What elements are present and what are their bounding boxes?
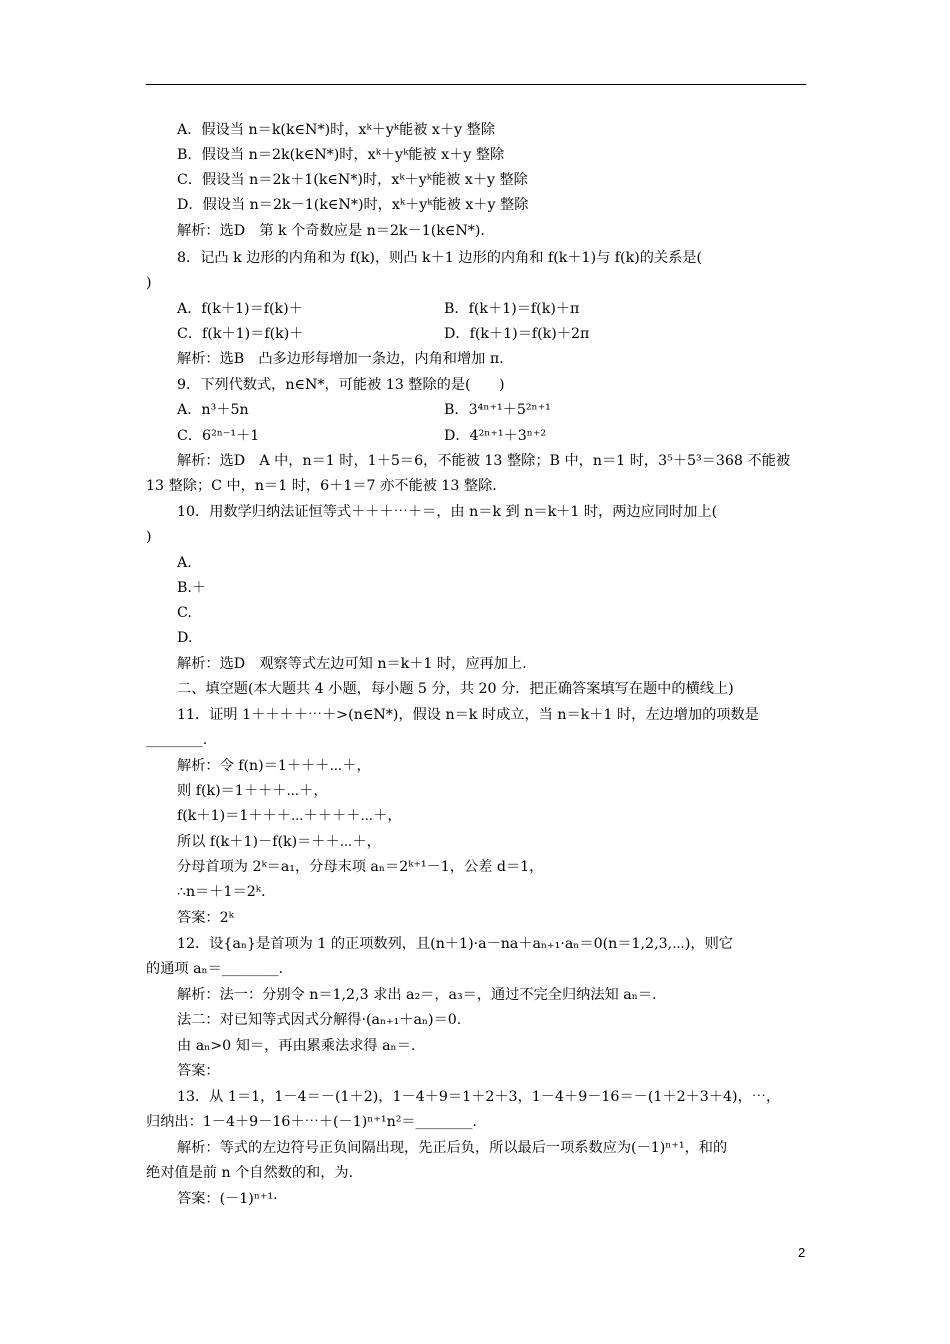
text-line: 答案：2ᵏ xyxy=(177,910,234,926)
text-line: 归纳出：1－4＋9－16＋⋯＋(－1)ⁿ⁺¹n²＝________. xyxy=(146,1114,477,1130)
text-line: 8．记凸 k 边形的内角和为 f(k)，则凸 k＋1 边形的内角和 f(k＋1)与 f(k)的关系是( xyxy=(177,250,703,266)
text-line: 解析：选D 观察等式左边可知 n＝k＋1 时，应再加上. xyxy=(177,656,527,672)
text-line: 则 f(k)＝1＋＋＋⋯＋， xyxy=(177,783,328,799)
text-line: D．4²ⁿ⁺¹＋3ⁿ⁺² xyxy=(444,428,547,444)
text-line: D. xyxy=(177,630,193,646)
text-line: 分母首项为 2ᵏ＝a₁，分母末项 aₙ＝2ᵏ⁺¹－1，公差 d＝1， xyxy=(177,859,544,875)
text-line: ________. xyxy=(146,732,208,748)
text-line: B.＋ xyxy=(177,580,207,596)
text-line: 二、填空题(本大题共 4 小题，每小题 5 分，共 20 分．把正确答案填写在题中的横线上) xyxy=(177,681,734,697)
text-line: B．假设当 n＝2k(k∈N*)时，xᵏ＋yᵏ能被 x＋y 整除 xyxy=(177,147,505,163)
text-line: 解析：选D 第 k 个奇数应是 n＝2k－1(k∈N*)． xyxy=(177,223,495,239)
text-line: 的通项 aₙ＝________. xyxy=(146,961,284,977)
text-line: 绝对值是前 n 个自然数的和，为. xyxy=(146,1165,354,1181)
text-line: f(k＋1)＝1＋＋＋⋯＋＋＋＋⋯＋， xyxy=(177,808,402,824)
text-line: 9．下列代数式，n∈N*，可能被 13 整除的是( ) xyxy=(177,377,505,393)
text-line: 12．设{aₙ}是首项为 1 的正项数列，且(n＋1)·a－na＋aₙ₊₁·aₙ＝0(n＝1,2,3,⋯)，则它 xyxy=(177,936,733,952)
text-line: 解析：等式的左边符号正负间隔出现，先正后负，所以最后一项系数应为(－1)ⁿ⁺¹，和的 xyxy=(177,1140,728,1156)
text-line: 所以 f(k＋1)－f(k)＝＋＋⋯＋， xyxy=(177,834,381,850)
text-line: 由 aₙ>0 知＝，再由累乘法求得 aₙ＝. xyxy=(177,1038,416,1054)
text-line: B．3⁴ⁿ⁺¹＋5²ⁿ⁺¹ xyxy=(444,402,551,418)
header-rule xyxy=(146,84,806,85)
text-line: 答案： xyxy=(177,1063,220,1079)
page-number: 2 xyxy=(798,1245,806,1260)
text-line: A．假设当 n＝k(k∈N*)时，xᵏ＋yᵏ能被 x＋y 整除 xyxy=(177,122,496,138)
text-line: A．n³＋5n xyxy=(177,402,249,418)
text-line: D．f(k＋1)＝f(k)＋2π xyxy=(444,326,590,342)
text-line: 10．用数学归纳法证恒等式＋＋＋⋯＋＝，由 n＝k 到 n＝k＋1 时，两边应同时加上( xyxy=(177,504,718,520)
text-line: C．假设当 n＝2k＋1(k∈N*)时，xᵏ＋yᵏ能被 x＋y 整除 xyxy=(177,172,528,188)
text-line: C．6²ⁿ⁻¹＋1 xyxy=(177,428,260,444)
text-line: A. xyxy=(177,555,192,571)
text-line: 解析：选B 凸多边形每增加一条边，内角和增加 π． xyxy=(177,351,514,367)
text-line: C. xyxy=(177,605,192,621)
text-line: 11．证明 1＋＋＋＋⋯＋>(n∈N*)，假设 n＝k 时成立，当 n＝k＋1 时，左边增加的项数是 xyxy=(177,707,759,723)
text-line: D．假设当 n＝2k－1(k∈N*)时，xᵏ＋yᵏ能被 x＋y 整除 xyxy=(177,197,529,213)
text-line: 解析：选D A 中，n＝1 时，1＋5＝6，不能被 13 整除；B 中，n＝1 时，3⁵＋5³＝368 不能被 xyxy=(177,453,791,469)
text-line: 解析：法一：分别令 n＝1,2,3 求出 a₂＝，a₃＝，通过不完全归纳法知 aₙ＝. xyxy=(177,987,657,1003)
text-line: 解析：令 f(n)＝1＋＋＋⋯＋， xyxy=(177,758,371,774)
text-line: ) xyxy=(146,275,152,291)
text-line: 答案：(－1)ⁿ⁺¹· xyxy=(177,1191,278,1207)
text-line: 13 整除；C 中，n＝1 时，6＋1＝7 亦不能被 13 整除． xyxy=(146,478,507,494)
text-line: C．f(k＋1)＝f(k)＋ xyxy=(177,326,304,342)
text-line: 13．从 1＝1，1－4＝－(1＋2)，1－4＋9＝1＋2＋3，1－4＋9－16＝－(1＋2＋3＋4)，⋯， xyxy=(177,1089,781,1105)
text-line: B．f(k＋1)＝f(k)＋π xyxy=(444,301,580,317)
text-line: ∴n＝＋1＝2ᵏ. xyxy=(177,884,266,900)
text-line: ) xyxy=(146,529,152,545)
text-line: A．f(k＋1)＝f(k)＋ xyxy=(177,301,303,317)
text-line: 法二：对已知等式因式分解得·(aₙ₊₁＋aₙ)＝0. xyxy=(177,1012,462,1028)
